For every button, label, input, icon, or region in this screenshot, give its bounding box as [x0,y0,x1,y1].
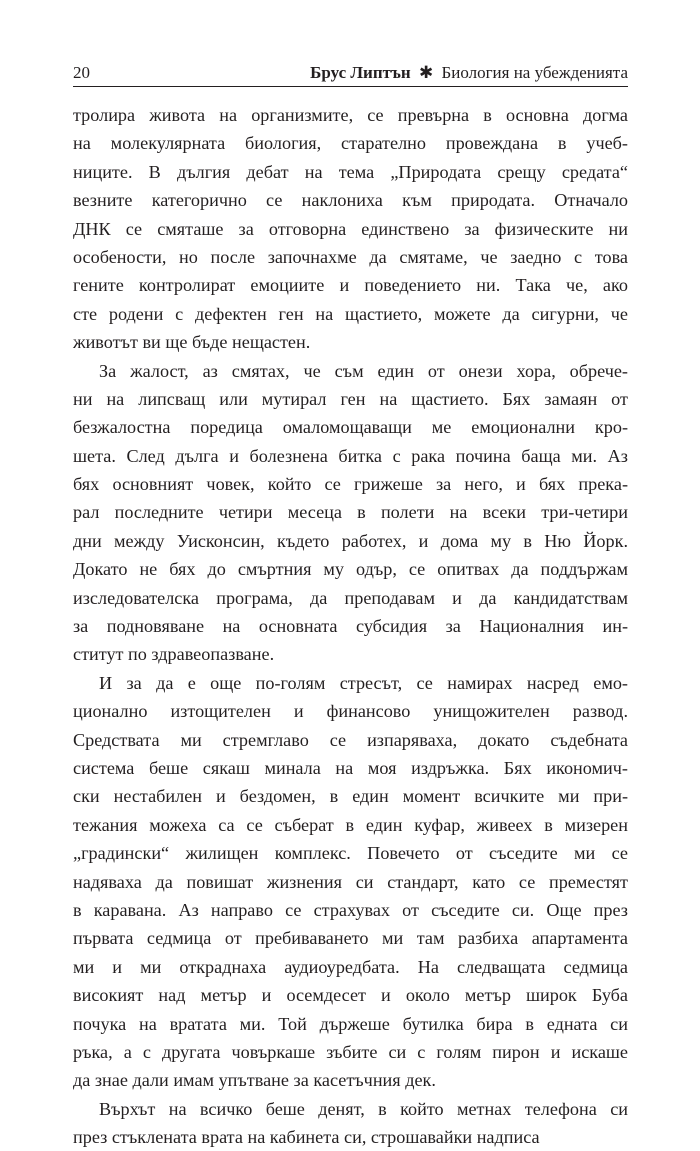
paragraph [73,357,628,669]
text-line: ми и ми откраднаха аудиоуредбата. На следващата седмица [73,956,628,977]
text-line: рал последните четири месеца в полети на всеки три-четири [73,502,628,523]
text-line: особености, но после започнахме да смятаме, че заедно с това [73,246,628,267]
text-line: високият над метър и осемдесет и около метър широк Буба [73,985,628,1006]
text-line: везните категорично се наклониха към природата. Отначало [73,190,628,211]
text-line: на молекулярната биология, старателно провеждана в учеб- [73,133,628,154]
text-line: Докато не бях до смъртния му одър, се опитвах да поддържам [73,559,628,580]
text-line: гените контролират емоциите и поведението ни. Така че, ако [73,275,628,296]
text-line: Върхът на всичко беше денят, в който метнах телефона си [99,1098,628,1119]
text-line: в каравана. Аз направо се страхувах от съседите си. Още през [73,899,628,920]
text-line: дни между Уисконсин, където работех, и дома му в Ню Йорк. [73,530,628,551]
text-line: За жалост, аз смятах, че съм един от онези хора, обрече- [99,360,628,381]
text-line: през стъклената врата на кабинета си, строшавайки надписа [73,1127,540,1148]
header-rule [73,86,628,87]
text-line: система беше сякаш минала на моя издръжка. Бях икономич- [73,757,628,778]
text-line: ниците. В дългия дебат на тема „Природата срещу средата“ [73,161,628,182]
running-header [73,62,628,84]
text-line: ционално изтощителен и финансово унищожителен развод. [73,701,628,722]
text-line: Средствата ми стремглаво се изпаряваха, докато съдебната [73,729,628,750]
text-line: бях основният човек, който се грижеше за него, и бях прека- [73,474,628,495]
text-line: животът ви ще бъде нещастен. [73,332,311,353]
text-line: безжалостна поредица омаломощаващи ме емоционални кро- [73,417,628,438]
text-line: И за да е още по-голям стресът, се намирах насред емо- [99,672,628,693]
paragraph [73,669,628,1095]
text-line: ни на липсващ или мутирал ген на щастието. Бях замаян от [73,388,628,409]
text-line: „градински“ жилищен комплекс. Повечето от съседите ми се [73,843,628,864]
text-line: първата седмица от пребиваването ми там разбиха апартамента [73,928,628,949]
text-line: ски нестабилен и бездомен, в един момент всичките ми при- [73,786,628,807]
text-line: да знае дали имам упътване за касетъчния дек. [73,1070,436,1091]
running-head [310,62,628,84]
text-line: надяваха да повишат жизнения си стандарт, като се преместят [73,871,628,892]
text-line: ДНК се смяташе за отговорна единствено за физическите ни [73,218,628,239]
text-line: за подновяване на основната субсидия за Националния ин- [73,616,628,637]
paragraph [73,1095,628,1151]
page-number: 20 [73,63,90,82]
paragraph [73,101,628,357]
text-line: шета. След дълга и болезнена битка с рака почина баща ми. Аз [73,445,628,466]
author-name: Брус Липтън [310,63,411,82]
star-separator-icon: ✱ [418,63,434,82]
text-line: сте родени с дефектен ген на щастието, можете да сигурни, че [73,303,628,324]
body-text [73,101,628,1151]
text-line: ръка, а с другата човъркаше зъбите си с голям пирон и искаше [73,1041,628,1062]
text-line: тежания можеха са се съберат в един куфар, живеех в мизерен [73,814,628,835]
text-line: тролира живота на организмите, се превърна в основна догма [73,105,628,125]
text-line: ститут по здравеопазване. [73,644,275,665]
text-line: почука на вратата ми. Той държеше бутилка бира в едната си [73,1013,628,1034]
book-title: Биология на убежденията [441,63,628,82]
text-line: изследователска програма, да преподавам и да кандидатствам [73,587,628,608]
